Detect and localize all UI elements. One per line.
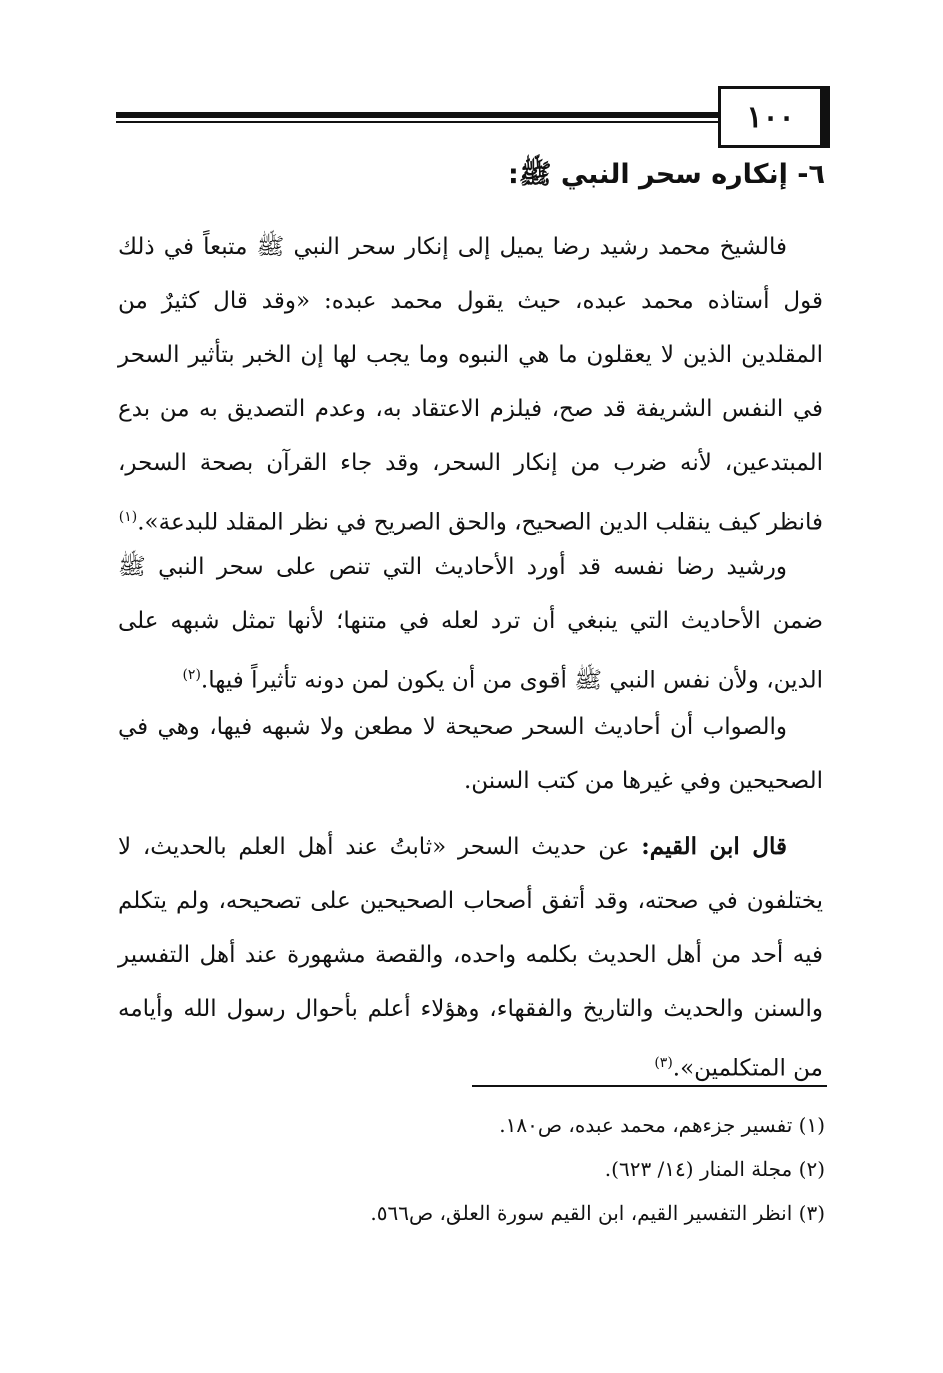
paragraph-1-text: فالشيخ محمد رشيد رضا يميل إلى إنكار سحر النبي ﷺ متبعاً في ذلك قول أستاذه محمد عبده، حيث يقول محمد عبده: «وقد قال كثيرٌ من المقلدين الذين لا يعقلون ما هي النبوه وما يجب لها إن الخبر بتأثير السحر في النفس الشريفة قد صح، فيلزم الاعتقاد به، وعدم التصديق به من بدع المبتدعين، لأنه ضرب من إنكار السحر، وقد جاء القرآن بصحة السحر، فانظر كيف ينقلب الدين الصحيح، والحق الصريح في نظر المقلد للبدعة». <box>118 234 823 536</box>
page-number: ١٠٠ <box>746 99 795 135</box>
paragraph-4-text: عن حديث السحر «ثابتُ عند أهل العلم بالحديث، لا يختلفون في صحته، وقد أتفق أصحاب الصحيحين على تصحيحه، ولم يتكلم فيه أحد من أهل الحديث بكلمه واحده، والقصة مشهورة عند أهل التفسير والسنن والحديث والتاريخ والفقهاء، وهؤلاء أعلم بأحوال رسول الله وأيامه من المتكلمين». <box>118 834 823 1082</box>
paragraph-4-lead: قال ابن القيم: <box>641 833 787 860</box>
paragraph-3-text: والصواب أن أحاديث السحر صحيحة لا مطعن ولا شبهه فيها، وهي في الصحيحين وفي غيرها من كتب السنن. <box>118 714 823 794</box>
paragraph-2-text: ورشيد رضا نفسه قد أورد الأحاديث التي تنص على سحر النبي ﷺ ضمن الأحاديث التي ينبغي أن ترد لعله في متنها؛ لأنها تمثل شبهه على الدين، ولأن نفس النبي ﷺ أقوى من أن يكون لمن دونه تأثيراً فيها. <box>118 554 823 694</box>
footnote-ref-2[interactable]: (٢) <box>182 667 201 683</box>
footnote-ref-1[interactable]: (١) <box>118 509 138 525</box>
paragraph-1 <box>118 220 823 550</box>
paragraph-4 <box>118 820 823 1096</box>
footnote-separator <box>472 1085 827 1087</box>
section-heading: ٦- إنكاره سحر النبي ﷺ: <box>508 159 825 190</box>
header-rule-thick <box>116 112 720 118</box>
header-rule-thin <box>116 121 720 123</box>
paragraph-2 <box>118 540 823 708</box>
page-number-box <box>718 86 830 148</box>
footnotes <box>125 1103 825 1235</box>
paragraph-3 <box>118 700 823 808</box>
footnote-ref-3[interactable]: (٣) <box>654 1055 673 1071</box>
footnote-2: (٢) مجلة المنار (١٤/ ٦٢٣). <box>604 1157 825 1181</box>
footnote-3: (٣) انظر التفسير القيم، ابن القيم سورة العلق، ص٥٦٦. <box>370 1201 825 1225</box>
footnote-1: (١) تفسير جزءهم، محمد عبده، ص١٨٠. <box>499 1113 825 1137</box>
